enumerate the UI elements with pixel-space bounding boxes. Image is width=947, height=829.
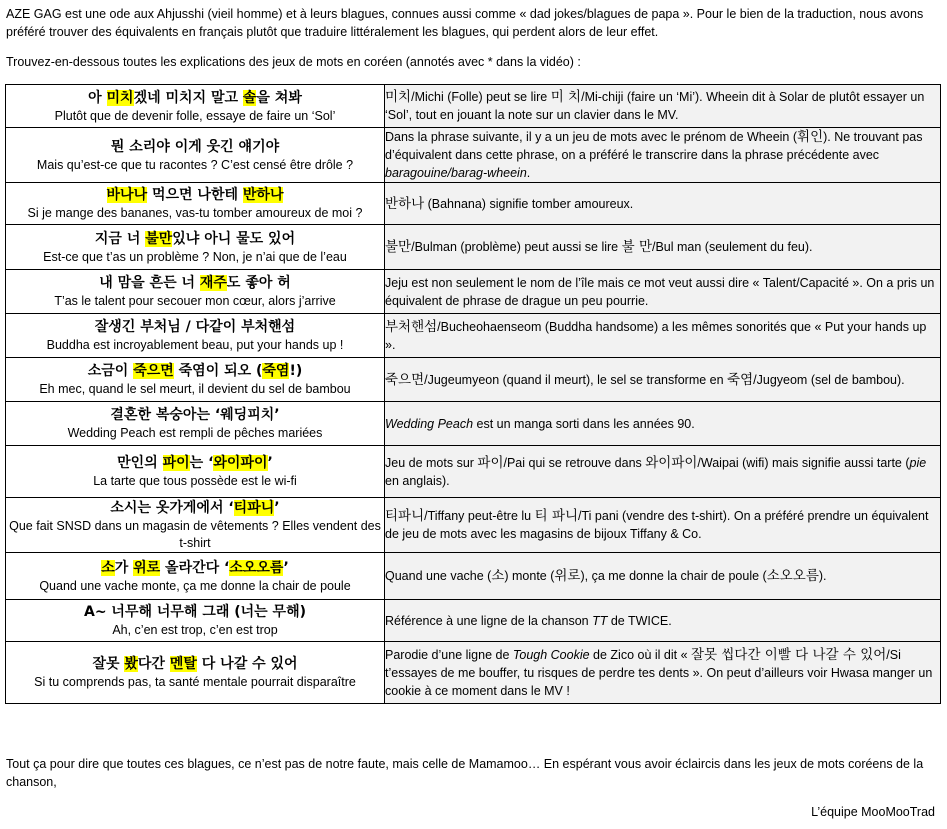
table-row [6, 498, 941, 553]
explanation-text: ). Ne trouvant pas d’équivalent dans cette phrase, on a préféré le transcrire dans la phrase précédente avec [385, 130, 923, 162]
korean-lyric [6, 558, 384, 578]
lyric-text: ’ [274, 500, 280, 516]
explanation-text: Jeju est non seulement le nom de l’île mais ce mot veut aussi dire « Talent/Capacité ». On a pris un équivalent de phrase de drague un peu pourrie. [385, 275, 935, 308]
lyric-cell [6, 402, 385, 446]
lyric-text: 있냐 아니 물도 있어 [172, 230, 296, 247]
explanation-cell [385, 553, 941, 600]
explanation-text: Parodie d’une ligne de [385, 647, 513, 662]
french-translation: Eh mec, quand le sel meurt, il devient du sel de bambou [39, 382, 351, 396]
table-row [6, 183, 941, 225]
lyric-text: 소금이 [87, 363, 134, 379]
highlighted-word: 미치 [106, 89, 134, 106]
highlighted-word: 죽염 [262, 363, 290, 379]
lyric-text: ’ [283, 559, 289, 576]
intro-instructions: Trouvez-en-dessous toutes les explications des jeux de mots en coréen (annotés avec * dans la vidéo) : [6, 55, 581, 69]
korean-word: 위로 [554, 568, 581, 584]
explanation-cell [385, 225, 941, 270]
explanation-cell [385, 402, 941, 446]
explanation-text: /Bul man (seulement du feu). [651, 240, 813, 254]
explanation-text: ). [818, 569, 827, 583]
table-row [6, 358, 941, 402]
lyric-text: ’ [267, 455, 273, 471]
table-row [6, 128, 941, 183]
highlighted-word: 소 [101, 559, 115, 576]
table-row [6, 553, 941, 600]
highlighted-word: 죽으면 [133, 363, 174, 379]
lyric-text: A~ 너무해 너무해 그래 (너는 무해) [83, 604, 307, 620]
korean-lyric [6, 273, 384, 293]
korean-word: 티파니 [385, 508, 425, 524]
highlighted-word: 봤 [124, 656, 138, 672]
korean-lyric [6, 405, 384, 425]
explanation-text: /Ti pani (vendre des t-shirt). On a préféré prendre un équivalent de jeu de mots avec les magasins de bijoux Tiffany & Co. [385, 509, 929, 541]
korean-word: 와이파이 [645, 454, 698, 471]
italic-title: Tough Cookie [512, 647, 590, 662]
french-translation: Si tu comprends pas, ta santé mentale pourrait disparaître [34, 675, 356, 689]
explanation-cell [385, 270, 941, 314]
highlighted-word: 멘탈 [169, 656, 197, 672]
french-translation: Est-ce que t’as un problème ? Non, je n’ai que de l’eau [43, 249, 347, 264]
highlighted-word: 소오오름 [229, 559, 284, 576]
closing-paragraph: Tout ça pour dire que toutes ces blagues, ce n’est pas de notre faute, mais celle de Mamamoo… En espérant vous avoir éclaircis dans les jeux de mots coréens de la chanson, [6, 757, 924, 789]
lyric-cell [6, 183, 385, 225]
explanation-text: /Si t’essayes de me bouffer, tu risques de perdre tes dents ». On peut d’ailleurs voir Hwasa manger un cookie à ce moment dans le MV ! [385, 647, 933, 698]
explanation-cell [385, 600, 941, 642]
korean-word: 미치 [385, 89, 412, 105]
explanation-text: Jeu de mots sur [385, 455, 478, 470]
explanation-text: de TWICE. [607, 613, 672, 628]
italic-title: Wedding Peach [385, 416, 474, 431]
explanation-cell [385, 314, 941, 358]
highlighted-word: 불만 [145, 230, 173, 247]
korean-word: 죽으면 [385, 371, 425, 388]
korean-lyric [6, 137, 384, 157]
explanation-text: /Pai qui se retrouve dans [503, 455, 646, 470]
lyric-text: 죽염이 되오 ( [173, 363, 263, 379]
explanation-text: . [526, 166, 531, 180]
lyric-text: 먹으면 나한테 [147, 187, 243, 203]
korean-lyric [6, 317, 384, 337]
korean-lyric [6, 602, 384, 622]
french-translation: Que fait SNSD dans un magasin de vêtements ? Elles vendent des t-shirt [9, 519, 381, 550]
highlighted-word: 와이파이 [213, 455, 268, 471]
lyric-cell [6, 553, 385, 600]
wordplay-table [5, 84, 941, 704]
explanation-cell [385, 642, 941, 704]
lyric-cell [6, 314, 385, 358]
explanation-text: ), ça me donne la chair de poule ( [580, 569, 767, 583]
table-row [6, 270, 941, 314]
korean-lyric [6, 453, 384, 473]
lyric-text: 다 나갈 수 있어 [196, 656, 298, 672]
table-row [6, 225, 941, 270]
wordplay-table-body [6, 85, 941, 704]
lyric-text: 만인의 [117, 455, 163, 471]
korean-word: 죽염 [727, 371, 754, 388]
explanation-text: /Tiffany peut-être lu [424, 509, 535, 523]
lyric-text: 내 맘을 흔든 너 [99, 275, 200, 291]
explanation-text: /Jugeumyeon (quand il meurt), le sel se transforme en [424, 372, 728, 387]
explanation-text: /Bulman (problème) peut aussi se lire [411, 240, 622, 254]
korean-lyric [6, 88, 384, 108]
highlighted-word: 재주 [199, 275, 227, 291]
korean-word: 불 만 [621, 239, 652, 255]
explanation-text: /Jugyeom (sel de bambou). [753, 372, 905, 387]
lyric-text: 겠네 미치지 말고 [133, 89, 243, 106]
italic-title: TT [592, 613, 608, 628]
explanation-cell [385, 85, 941, 128]
french-translation: Quand une vache monte, ça me donne la chair de poule [39, 578, 351, 593]
lyric-cell [6, 128, 385, 183]
explanation-text: est un manga sorti dans les années 90. [473, 416, 695, 431]
lyric-text: 잘생긴 부처님 / 다같이 부처핸섬 [94, 319, 296, 335]
lyric-text: !) [289, 363, 303, 379]
highlighted-word: 위로 [133, 559, 161, 576]
lyric-cell [6, 600, 385, 642]
explanation-cell [385, 358, 941, 402]
table-row [6, 642, 941, 704]
signature: L’équipe MooMooTrad [811, 805, 935, 819]
korean-word: 티 파니 [534, 508, 579, 524]
french-translation: Wedding Peach est rempli de pêches mariées [67, 426, 323, 440]
korean-word: 파이 [477, 454, 504, 471]
explanation-text: de Zico où il dit « [589, 647, 692, 662]
lyric-text: 가 [114, 559, 134, 576]
korean-word: 불만 [385, 239, 412, 255]
korean-word: 미 치 [550, 89, 582, 105]
table-row [6, 446, 941, 498]
french-translation: Buddha est incroyablement beau, put your hands up ! [46, 338, 344, 352]
explanation-text: en anglais). [385, 473, 450, 488]
italic-title: pie [909, 455, 927, 470]
explanation-text: /Bucheohaenseom (Buddha handsome) a les mêmes sonorités que « Put your hands up ». [385, 319, 927, 352]
highlighted-word: 반하나 [242, 187, 284, 203]
highlighted-word: 티파니 [233, 500, 275, 516]
explanation-text: Référence à une ligne de la chanson [385, 613, 593, 628]
italic-title: baragouine/barag-wheein [385, 166, 527, 180]
highlighted-word: 바나나 [106, 187, 148, 203]
explanation-text: Dans la phrase suivante, il y a un jeu de mots avec le prénom de Wheein ( [385, 130, 798, 144]
lyric-cell [6, 270, 385, 314]
highlighted-word: 솔 [242, 89, 257, 106]
table-row [6, 600, 941, 642]
lyric-cell [6, 498, 385, 553]
korean-word: 소오오름 [766, 568, 819, 584]
lyric-text: 올라간다 ‘ [160, 559, 230, 576]
lyric-text: 아 [88, 89, 107, 106]
intro-paragraph: AZE GAG est une ode aux Ahjusshi (vieil homme) et à leurs blagues, connues aussi comme « dad jokes/blagues de papa ». Pour le bien de la traduction, nous avons préféré trouver des équivalents en français plutôt que traduire littéralement les blagues, qui perdent alors de leur effet. [6, 7, 924, 39]
french-translation: Plutôt que de devenir folle, essaye de faire un ‘Sol’ [54, 108, 336, 123]
korean-word: 소 [491, 568, 505, 584]
korean-lyric [6, 229, 384, 249]
explanation-cell [385, 498, 941, 553]
highlighted-word: 파이 [162, 455, 190, 471]
explanation-text: /Michi (Folle) peut se lire [411, 90, 551, 104]
explanation-cell [385, 128, 941, 183]
table-row [6, 314, 941, 358]
lyric-text: 잘못 [92, 656, 125, 672]
lyric-text: 는 ‘ [189, 455, 214, 471]
lyric-cell [6, 225, 385, 270]
korean-word: 반하나 [385, 195, 425, 212]
explanation-cell [385, 183, 941, 225]
lyric-cell [6, 85, 385, 128]
explanation-text: /Mi-chiji (faire un ‘Mi’). Wheein dit à Solar de plutôt essayer un ‘Sol’, tout en jouant la note sur un clavier dans le MV. [385, 90, 925, 122]
explanation-cell [385, 446, 941, 498]
explanation-text: ) monte ( [504, 569, 555, 583]
lyric-text: 소시는 옷가게에서 ‘ [110, 500, 234, 516]
lyric-cell [6, 446, 385, 498]
french-translation: Mais qu’est-ce que tu racontes ? C’est censé être drôle ? [36, 157, 354, 172]
korean-lyric [6, 361, 384, 381]
french-translation: La tarte que tous possède est le wi-fi [93, 474, 297, 488]
korean-word: 부처핸섬 [385, 318, 438, 335]
lyric-text: 결혼한 복숭아는 ‘웨딩피치’ [110, 407, 280, 423]
table-row [6, 402, 941, 446]
lyric-text: 을 쳐봐 [256, 89, 302, 106]
lyric-text: 도 좋아 허 [226, 275, 291, 291]
lyric-cell [6, 358, 385, 402]
korean-word: 휘인 [797, 129, 824, 145]
explanation-text: (Bahnana) signifie tomber amoureux. [424, 196, 634, 211]
french-translation: T’as le talent pour secouer mon cœur, alors j’arrive [54, 294, 336, 308]
korean-lyric [6, 498, 384, 518]
explanation-text: /Waipai (wifi) mais signifie aussi tarte ( [697, 455, 910, 470]
korean-word: 잘못 씹다간 이빨 다 나갈 수 있어 [691, 646, 887, 663]
lyric-cell [6, 642, 385, 704]
french-translation: Si je mange des bananes, vas-tu tomber amoureux de moi ? [27, 206, 363, 220]
korean-lyric [6, 654, 384, 674]
lyric-text: 뭔 소리야 이게 웃긴 얘기야 [110, 138, 280, 155]
table-row [6, 85, 941, 128]
explanation-text: Quand une vache ( [385, 569, 492, 583]
korean-lyric [6, 185, 384, 205]
lyric-text: 지금 너 [94, 230, 146, 247]
french-translation: Ah, c’en est trop, c’en est trop [112, 623, 278, 637]
lyric-text: 다간 [137, 656, 170, 672]
